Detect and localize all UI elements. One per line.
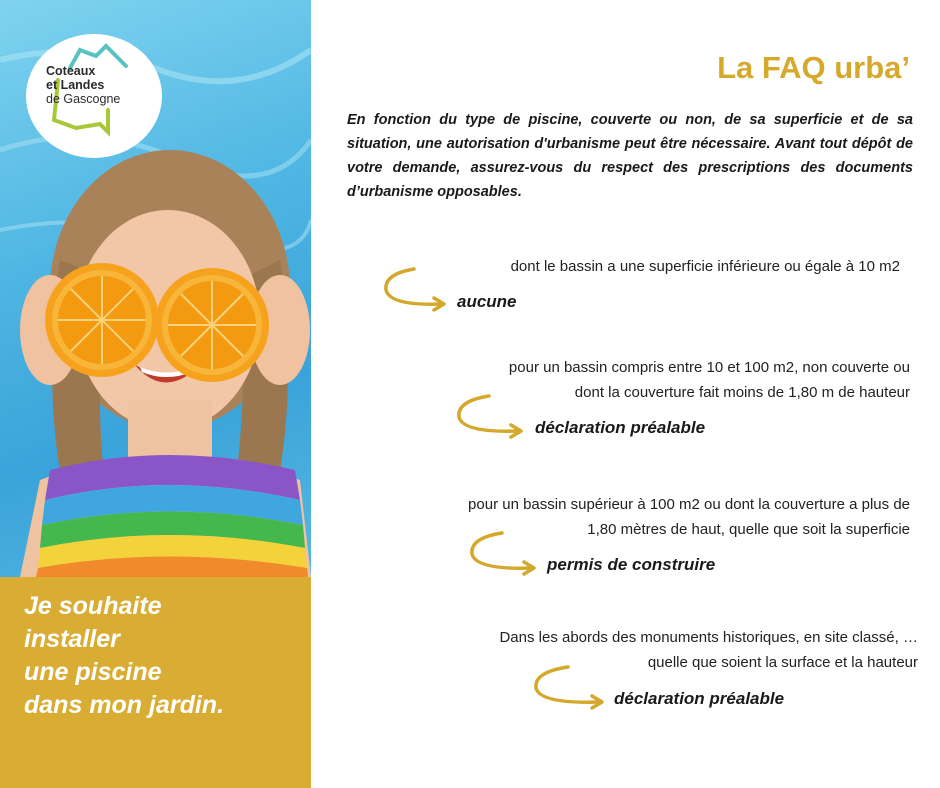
condition-line: pour un bassin compris entre 10 et 100 m2, non couverte ou bbox=[508, 359, 910, 376]
logo-line-3: de Gascogne bbox=[46, 92, 121, 106]
intro-paragraph: En fonction du type de piscine, couverte ou non, de sa superficie et de sa situation, une autorisation d'urbanisme peut être nécessaire. Avant tout dépôt de votre demande, assurez-vous du respect des prescriptions des documents d’urbanisme opposables. bbox=[347, 112, 913, 200]
curved-arrow-icon bbox=[453, 393, 528, 443]
condition-line: quelle que soient la surface et la hauteur bbox=[647, 654, 918, 671]
faq-answer-1: aucune bbox=[457, 292, 517, 311]
faq-answer-4: déclaration préalable bbox=[614, 689, 785, 708]
curved-arrow-icon bbox=[466, 530, 541, 580]
left-panel bbox=[0, 0, 311, 788]
condition-line: dont le bassin a une superficie inférieure ou égale à 10 m2 bbox=[510, 258, 900, 275]
condition-line: 1,80 mètres de haut, quelle que soit la superficie bbox=[587, 521, 910, 538]
logo-line-2: et Landes bbox=[46, 78, 105, 92]
condition-line: dont la couverture fait moins de 1,80 m de hauteur bbox=[574, 384, 910, 401]
curved-arrow-icon bbox=[530, 664, 610, 714]
logo-line-1: Coteaux bbox=[46, 64, 96, 78]
faq-condition-1 bbox=[511, 254, 900, 279]
condition-line: Dans les abords des monuments historiques, en site classé, … bbox=[499, 629, 918, 646]
slogan-line: dans mon jardin. bbox=[24, 691, 225, 719]
condition-line: pour un bassin supérieur à 100 m2 ou dont la couverture a plus de bbox=[468, 496, 910, 513]
curved-arrow-icon bbox=[380, 266, 450, 316]
slogan bbox=[24, 590, 304, 722]
faq-answer-3: permis de construire bbox=[547, 555, 716, 574]
page-title: La FAQ urba’ bbox=[717, 50, 910, 85]
faq-answer-2: déclaration préalable bbox=[535, 418, 706, 437]
slogan-line: installer bbox=[24, 625, 120, 653]
faq-condition-2 bbox=[509, 355, 910, 405]
slogan-line: Je souhaite bbox=[24, 592, 162, 620]
slogan-line: une piscine bbox=[24, 658, 162, 686]
logo-text bbox=[46, 64, 120, 106]
